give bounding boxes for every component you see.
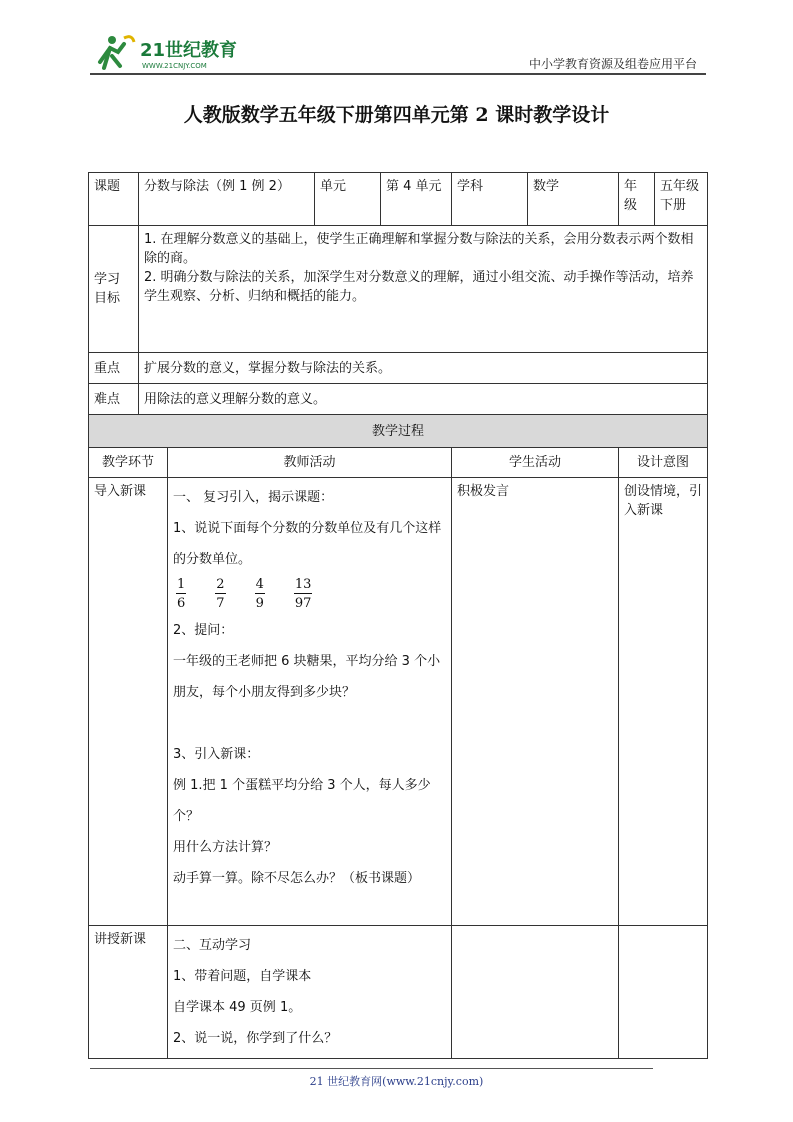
process-header-row	[89, 448, 708, 478]
subject-value: 数学	[528, 173, 619, 226]
fraction	[215, 577, 225, 611]
new-lesson-design-intent	[619, 926, 708, 1059]
unit-value: 第 4 单元	[381, 173, 452, 226]
col-teacher-header: 教师活动	[168, 448, 452, 478]
content-line: 自学课本 49 页例 1。	[173, 1000, 302, 1015]
process-heading-row	[89, 415, 708, 448]
content-line: 2、说一说，你学到了什么？	[173, 1031, 338, 1046]
intro-design-intent: 创设情境，引入新课	[619, 478, 708, 926]
site-logo	[90, 32, 260, 72]
fraction-denominator: 7	[216, 596, 225, 611]
platform-tagline: 中小学教育资源及组卷应用平台	[528, 57, 697, 71]
fraction-numerator: 1	[177, 577, 186, 592]
new-lesson-stage: 讲授新课	[89, 926, 168, 1059]
subject-label: 学科	[452, 173, 528, 226]
objectives-row	[89, 226, 708, 353]
content-line: 3、引入新课：	[173, 747, 260, 762]
content-line: 二、互动学习	[173, 938, 252, 953]
runner-icon	[100, 36, 134, 68]
content-line: 1、带着问题，自学课本	[173, 969, 312, 984]
objective-item: 1. 在理解分数意义的基础上，使学生正确理解和掌握分数与除法的关系，会用分数表示两个数相除的商。	[144, 232, 694, 266]
logo-subtext: WWW.21CNJY.COM	[142, 62, 207, 70]
intro-teacher-activity	[168, 478, 452, 926]
grade-value-line1: 五年级	[660, 179, 700, 194]
difficulty-text: 用除法的意义理解分数的意义。	[139, 384, 708, 415]
fraction-list	[173, 577, 446, 611]
objective-item: 2. 明确分数与除法的关系，加深学生对分数意义的理解，通过小组交流、动手操作等活动，培养学生观察、分析、归纳和概括的能力。	[144, 270, 694, 304]
grade-value-line2: 下册	[660, 198, 687, 213]
blank-line	[173, 708, 446, 739]
fraction-numerator: 13	[294, 577, 312, 592]
intro-student-activity: 积极发言	[452, 478, 619, 926]
objectives-label-line2: 目标	[94, 291, 121, 306]
content-line: 1、说说下面每个分数的分数单位及有几个这样的分数单位。	[173, 521, 442, 567]
lesson-plan-table	[88, 172, 708, 1059]
process-heading: 教学过程	[89, 415, 708, 448]
content-line: 2、提问：	[173, 623, 234, 638]
objectives-label	[89, 226, 139, 353]
header-divider	[90, 73, 706, 75]
objectives-label-line1: 学习	[94, 272, 121, 287]
key-point-label: 重点	[89, 353, 139, 384]
fraction	[294, 577, 313, 611]
content-line: 动手算一算。除不尽怎么办？（板书课题）	[173, 871, 421, 886]
intro-stage: 导入新课	[89, 478, 168, 926]
fraction-numerator: 4	[255, 577, 264, 592]
key-point-row	[89, 353, 708, 384]
content-line: 例 1.把 1 个蛋糕平均分给 3 个人，每人多少个？	[173, 778, 431, 824]
intro-row	[89, 478, 708, 926]
fraction	[255, 577, 265, 611]
col-intent-header: 设计意图	[619, 448, 708, 478]
info-row	[89, 173, 708, 226]
document-title: 人教版数学五年级下册第四单元第 2 课时教学设计	[183, 104, 610, 126]
new-lesson-teacher-activity	[168, 926, 452, 1059]
logo-text: 21世纪教育	[140, 40, 238, 61]
fraction	[176, 577, 186, 611]
fraction-denominator: 6	[177, 596, 186, 611]
footer-text: 21 世纪教育网(www.21cnjy.com)	[309, 1075, 484, 1088]
fraction-denominator: 9	[255, 596, 264, 611]
objectives-content	[139, 226, 708, 353]
fraction-denominator: 97	[294, 596, 312, 611]
col-stage-header: 教学环节	[89, 448, 168, 478]
content-line: 一、 复习引入，揭示课题：	[173, 490, 334, 505]
topic-label: 课题	[89, 173, 139, 226]
unit-label: 单元	[315, 173, 381, 226]
difficulty-row	[89, 384, 708, 415]
col-student-header: 学生活动	[452, 448, 619, 478]
fraction-numerator: 2	[216, 577, 225, 592]
grade-value	[655, 173, 708, 226]
topic-value: 分数与除法（例 1 例 2）	[139, 173, 315, 226]
footer-divider	[90, 1068, 653, 1069]
key-point-text: 扩展分数的意义，掌握分数与除法的关系。	[139, 353, 708, 384]
content-line: 用什么方法计算？	[173, 840, 278, 855]
content-line: 一年级的王老师把 6 块糖果，平均分给 3 个小朋友，每个小朋友得到多少块？	[173, 654, 441, 700]
difficulty-label: 难点	[89, 384, 139, 415]
grade-label: 年级	[619, 173, 655, 226]
new-lesson-row	[89, 926, 708, 1059]
new-lesson-student-activity	[452, 926, 619, 1059]
